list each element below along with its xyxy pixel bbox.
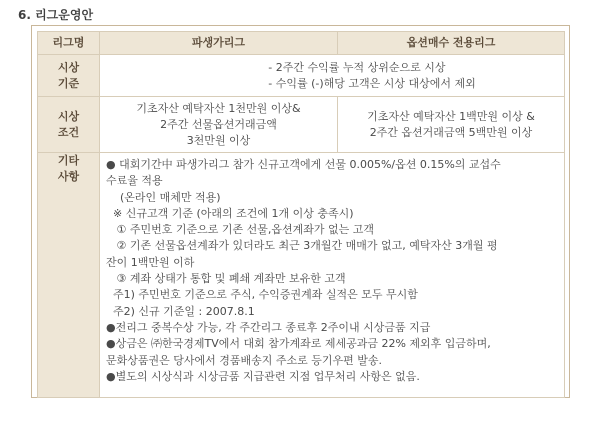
note-line: ● 대회기간中 파생가리그 참가 신규고객에게 선물 0.005%/옵션 0.15%의 교섭수: [106, 158, 501, 171]
award-criteria-row: [38, 55, 565, 97]
note-line: ●전리그 중복수상 가능, 각 주간리그 종료후 2주이내 시상금품 지급: [106, 320, 431, 334]
table-header-row: [38, 32, 565, 55]
note-line: 잔이 1백만원 이하: [106, 255, 195, 269]
header-option-buy-league: 옵션매수 전용리그: [338, 32, 565, 55]
award-criteria-text: - 2주간 수익률 누적 상위순으로 시상 - 수익률 (-)해당 고객은 시상 대상에서 제외: [100, 55, 565, 97]
section-title: 6. 리그운영안: [18, 8, 94, 22]
other-notes-row: [38, 153, 565, 398]
note-line: 주2) 신규 기준일 : 2007.8.1: [106, 304, 255, 318]
note-line: ●상금은 ㈜한국경제TV에서 대회 참가계좌로 제세공과금 22% 제외후 입금하며,: [106, 337, 491, 351]
award-conditions-row: [38, 97, 565, 153]
note-line: ① 주민번호 기준으로 기존 선물,옵션계좌가 없는 고객: [106, 223, 374, 237]
note-line: ② 기존 선물옵션계좌가 있더라도 최근 3개월간 매매가 없고, 예탁자산 3개월 평: [106, 239, 498, 253]
other-notes-text: [100, 153, 565, 398]
note-line: 수료율 적용: [106, 174, 163, 188]
league-table: [37, 31, 565, 398]
note-line: 주1) 주민번호 기준으로 주식, 수익증권계좌 실적은 모두 무시함: [106, 288, 418, 302]
derivatives-conditions: 기초자산 예탁자산 1천만원 이상& 2주간 선물옵션거래금액 3천만원 이상: [100, 97, 338, 153]
option-buy-conditions: 기초자산 예탁자산 1백만원 이상 & 2주간 옵션거래금액 5백만원 이상: [338, 97, 565, 153]
note-line: ※ 신규고객 기준 (아래의 조건에 1개 이상 충족시): [106, 206, 354, 220]
note-line: 문화상품권은 당사에서 경품배송지 주소로 등기우편 발송.: [106, 353, 383, 367]
other-notes-label: 기타 사항: [38, 153, 100, 398]
league-table-frame: [31, 25, 570, 398]
note-line: (온라인 매체만 적용): [106, 190, 221, 204]
note-line: ③ 계좌 상태가 통합 및 폐쇄 계좌만 보유한 고객: [106, 272, 346, 286]
header-derivatives-league: 파생가리그: [100, 32, 338, 55]
award-conditions-label: 시상 조건: [38, 97, 100, 153]
note-line: ●별도의 시상식과 시상금품 지급관련 지점 업무처리 사항은 없음.: [106, 369, 420, 383]
award-criteria-label: 시상 기준: [38, 55, 100, 97]
header-league-name: 리그명: [38, 32, 100, 55]
